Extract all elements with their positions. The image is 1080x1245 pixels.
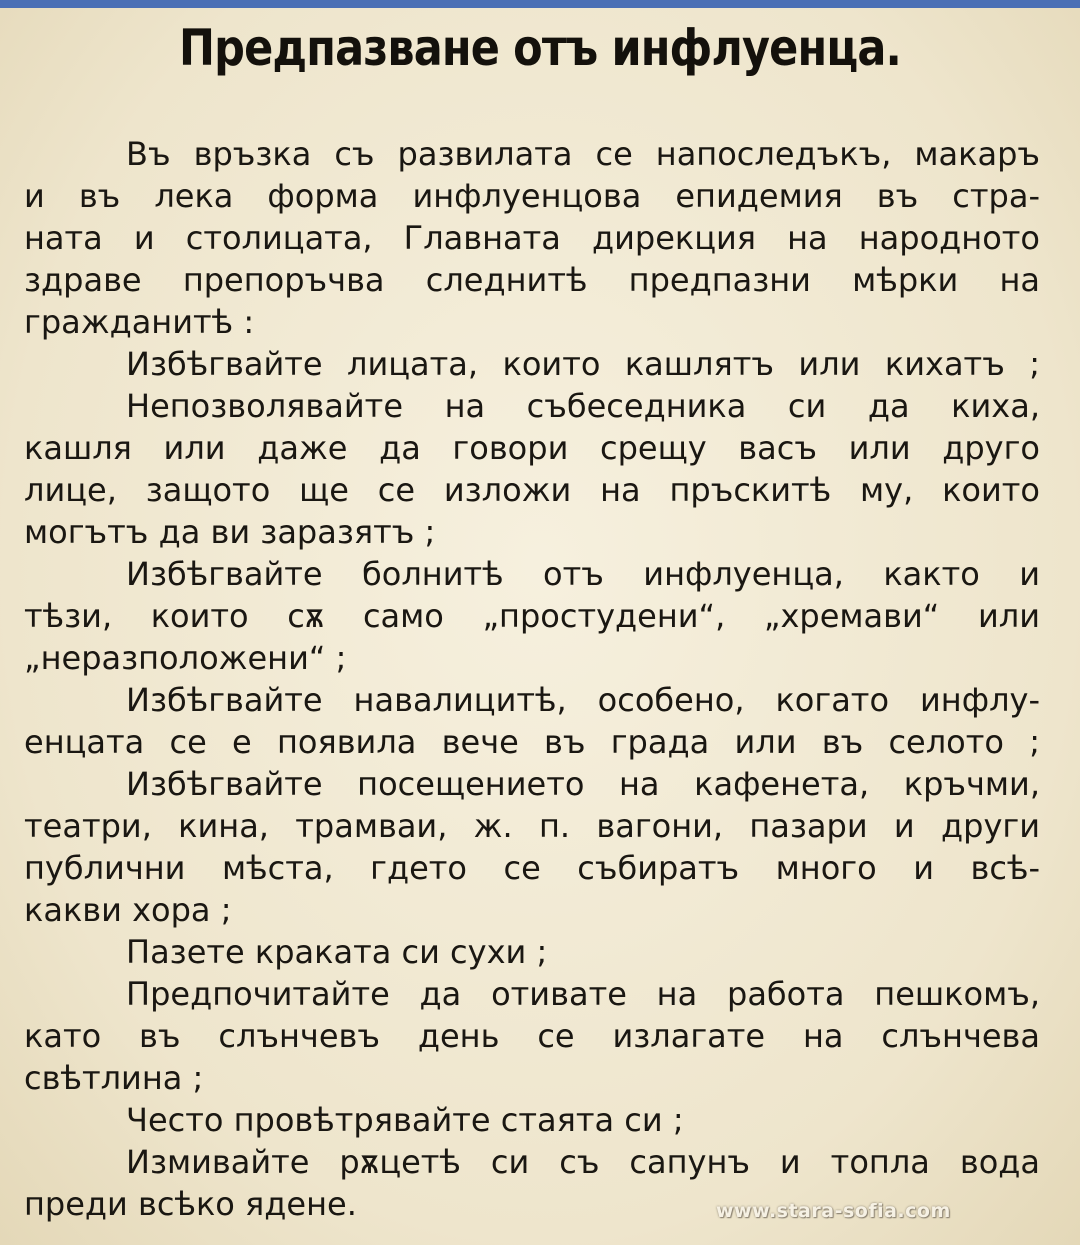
- article-line: гражданитѣ :: [24, 303, 255, 341]
- article-line: Въ връзка съ развилата се напоследъкъ, макаръ: [126, 135, 1040, 173]
- article-line: като въ слънчевъ день се излагате на слънчева: [24, 1017, 1040, 1055]
- article-line: преди всѣко ядене.: [24, 1185, 357, 1223]
- article-line: тѣзи, които сѫ само „простудени“, „хремави“ или: [24, 597, 1040, 635]
- article-line: здраве препоръчва следнитѣ предпазни мѣрки на: [24, 261, 1040, 299]
- article-line: лице, защото ще се изложи на пръскитѣ му, които: [24, 471, 1040, 509]
- article-line: свѣтлина ;: [24, 1059, 204, 1097]
- article-line: могътъ да ви заразятъ ;: [24, 513, 436, 551]
- article-line: „неразположени“ ;: [24, 639, 347, 677]
- article-line: какви хора ;: [24, 891, 232, 929]
- article-line: Пазете краката си сухи ;: [126, 933, 548, 971]
- article-line: Избѣгвайте болнитѣ отъ инфлуенца, както и: [126, 555, 1040, 593]
- article-line: Избѣгвайте лицата, които кашлятъ или кихатъ ;: [126, 345, 1040, 383]
- article-line: кашля или даже да говори срещу васъ или друго: [24, 429, 1040, 467]
- article-line: енцата се е появила вече въ града или въ селото ;: [24, 723, 1040, 761]
- article-line: Избѣгвайте посещението на кафенета, кръчми,: [126, 765, 1040, 803]
- article-line: и въ лека форма инфлуенцова епидемия въ стра-: [24, 177, 1040, 215]
- article-body: [24, 133, 1040, 1225]
- article-line: Избѣгвайте навалицитѣ, особено, когато инфлу-: [126, 681, 1040, 719]
- top-band: [0, 0, 1080, 8]
- watermark: www.stara-sofia.com: [716, 1200, 951, 1222]
- article-line: ната и столицата, Главната дирекция на народното: [24, 219, 1040, 257]
- article-line: театри, кина, трамваи, ж. п. вагони, пазари и други: [24, 807, 1040, 845]
- article-title: Предпазване отъ инфлуенца.: [179, 19, 901, 77]
- newspaper-page: [0, 8, 1080, 1245]
- article-line: публични мѣста, гдето се събиратъ много и всѣ-: [24, 849, 1040, 887]
- article-line: Предпочитайте да отивате на работа пешкомъ,: [126, 975, 1040, 1013]
- article-line: Измивайте рѫцетѣ си съ сапунъ и топла вода: [126, 1143, 1040, 1181]
- article-line: Непозволявайте на събеседника си да киха,: [126, 387, 1040, 425]
- article-line: Често провѣтрявайте стаята си ;: [126, 1101, 684, 1139]
